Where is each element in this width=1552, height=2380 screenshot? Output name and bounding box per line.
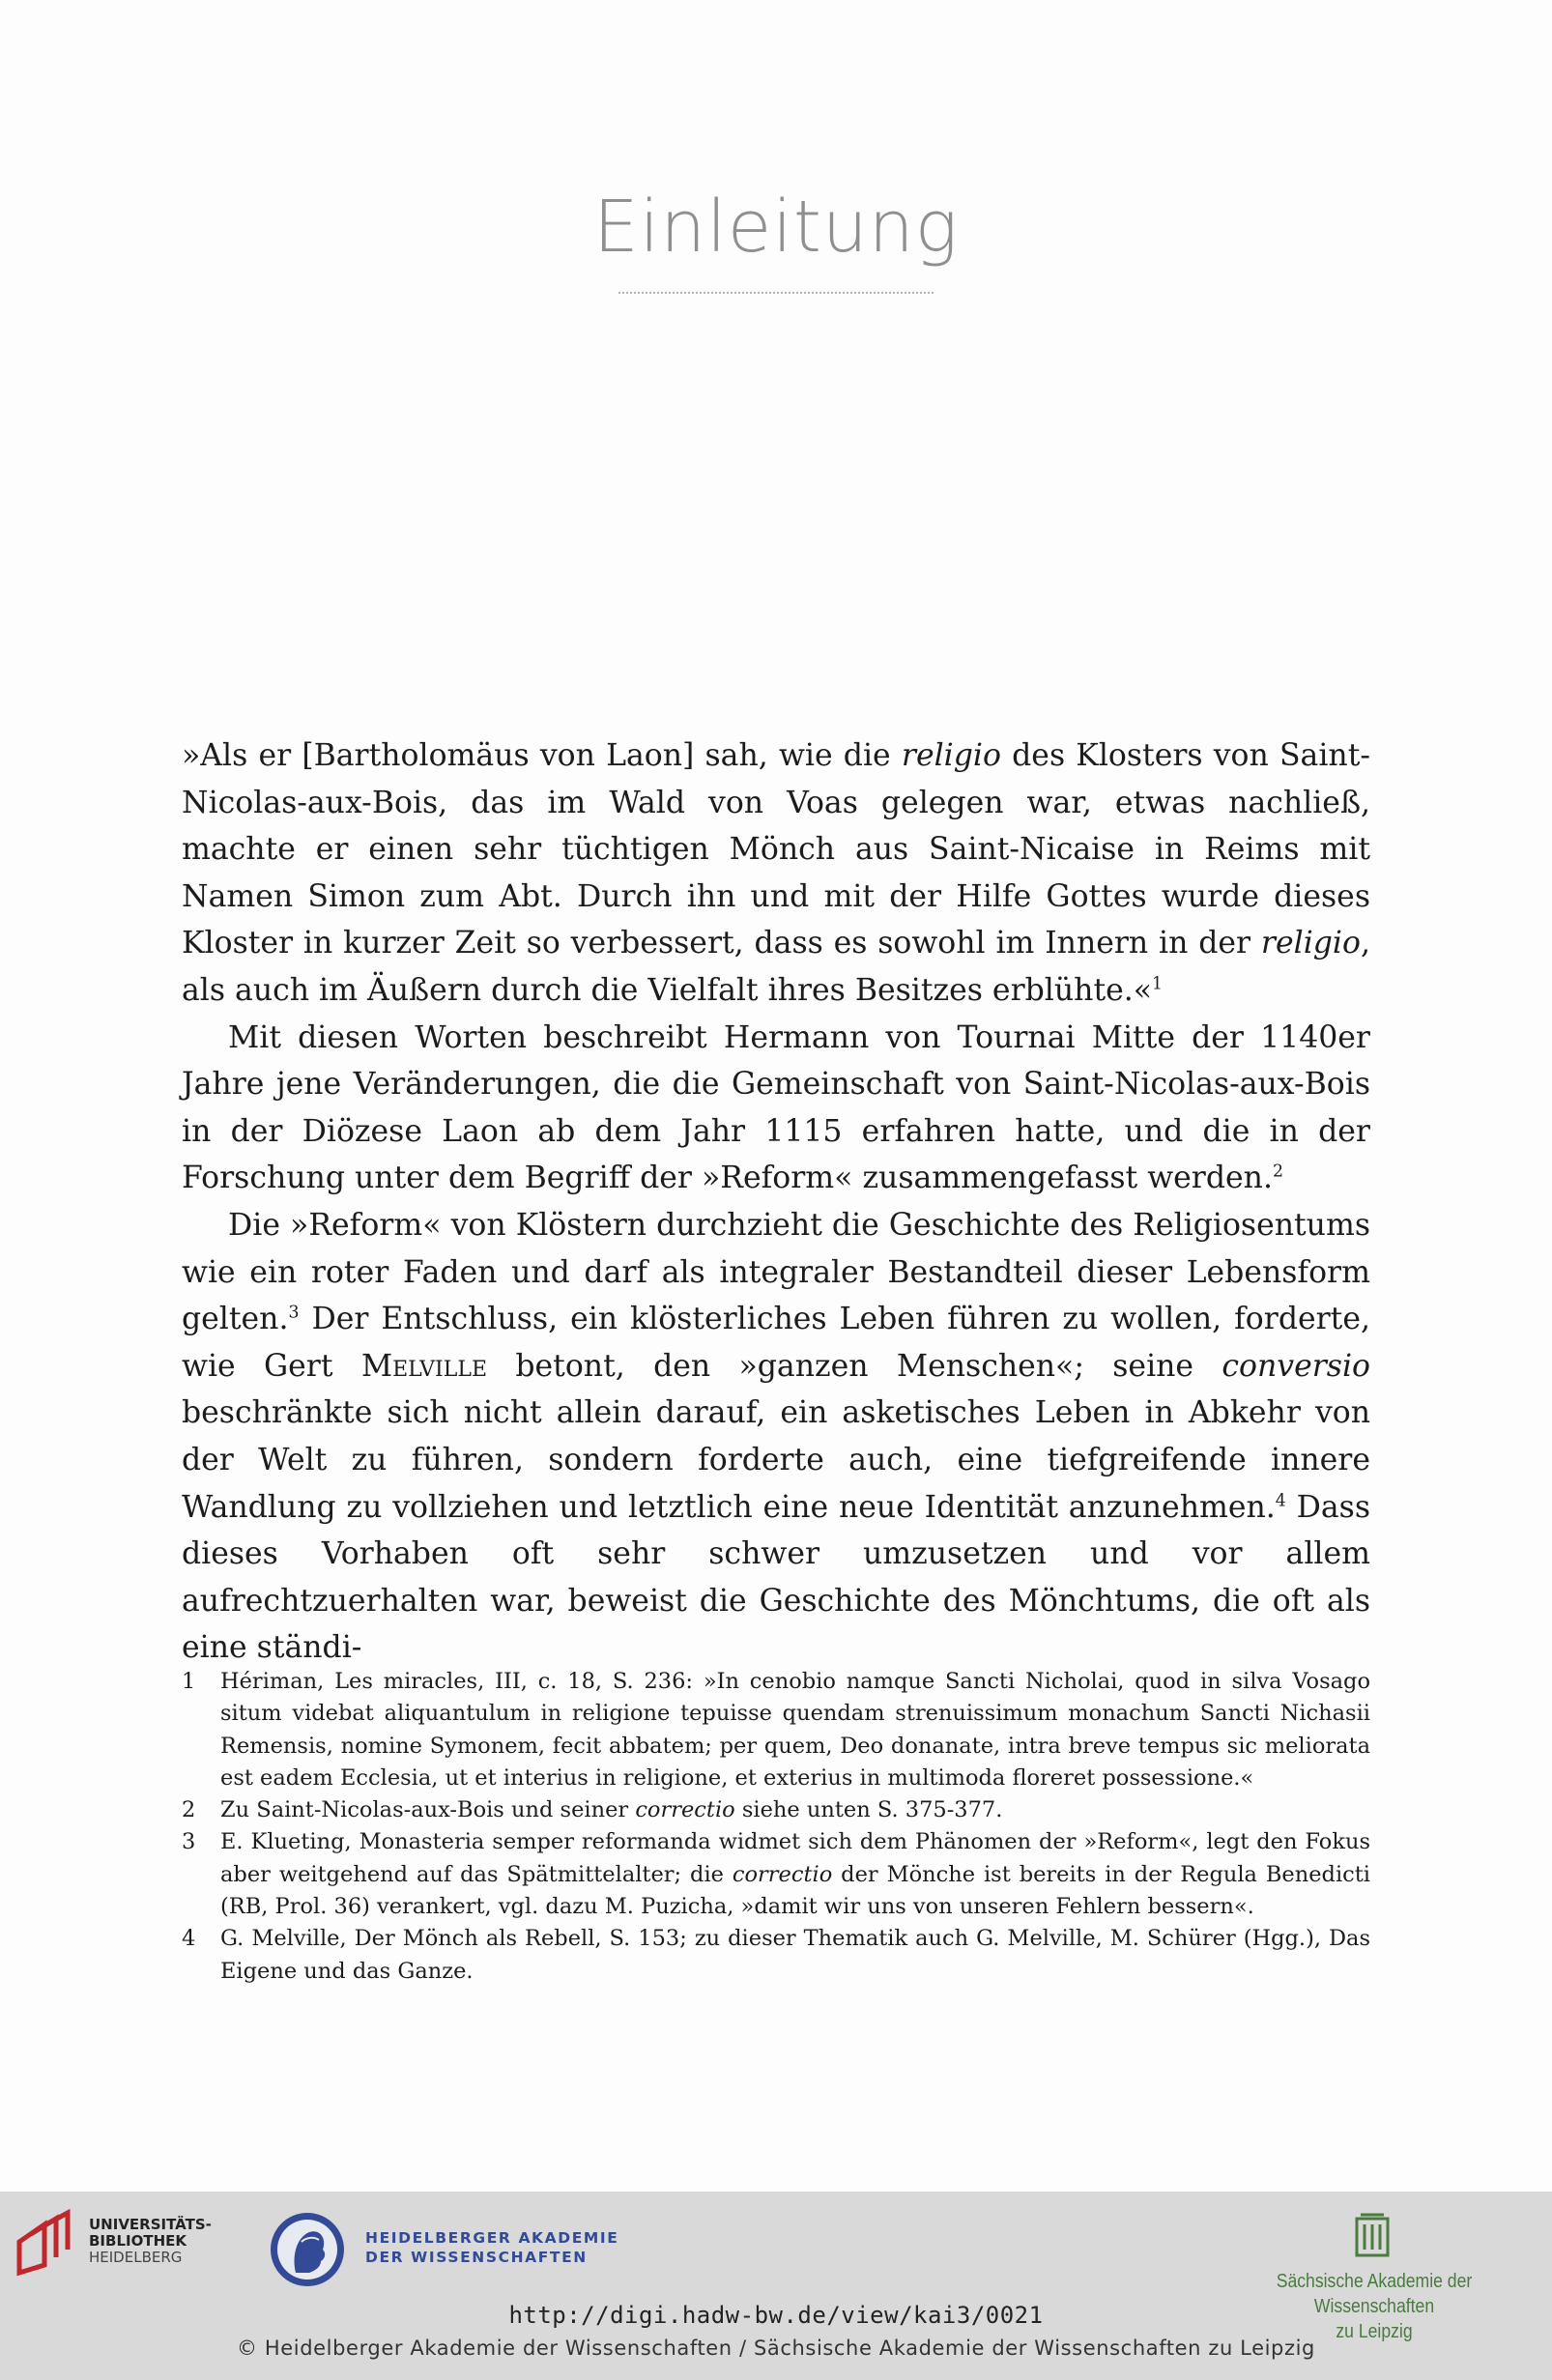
- saw-line: zu Leipzig: [1336, 2321, 1413, 2342]
- saw-line: Sächsische Akademie der Wissenschaften: [1276, 2271, 1473, 2317]
- title-divider: [618, 292, 934, 294]
- text-run: E. Klueting, Monasteria semper reformanda widmet sich dem Phänomen der »Reform«, legt den Fokus aber weitgehend auf das Spätmittelalter; die: [220, 1829, 1370, 1887]
- university-library-label: [89, 2217, 212, 2266]
- italic-term: correctio: [635, 1797, 735, 1823]
- chapter-title: Einleitung: [592, 186, 960, 269]
- footnote-number: 2: [182, 1797, 196, 1823]
- ub-line: BIBLIOTHEK: [89, 2232, 187, 2250]
- academy-seal-icon[interactable]: [267, 2209, 348, 2290]
- ub-line: UNIVERSITÄTS-: [89, 2216, 212, 2233]
- footnote-number: 4: [182, 1926, 196, 1952]
- footnote-text: [220, 1794, 1370, 1826]
- footnote: [182, 1794, 1370, 1826]
- hadw-line: DER WISSENSCHAFTEN: [365, 2249, 588, 2266]
- main-text: [182, 732, 1370, 1672]
- footnote-ref[interactable]: 1: [1152, 974, 1164, 994]
- saxon-academy-logo-icon[interactable]: [1353, 2211, 1392, 2259]
- text-run: des Klosters von Saint-Nicolas-aux-Bois, das im Wald von Voas gelegen war, etwas nachließ, machte er einen sehr tüchtigen Mönch aus Saint-Nicaise in Reims mit Namen Simon zum Abt. Durch ihn und mit der Hilfe Gottes wurde dieses Kloster in kurzer Zeit so verbessert, dass es sowohl im Innern in der: [182, 738, 1371, 961]
- copyright-notice: © Heidelberger Akademie der Wissenschaften / Sächsische Akademie der Wissenschaften zu Leipzig: [237, 2337, 1315, 2360]
- text-run: »Als er [Bartholomäus von Laon] sah, wie die: [182, 738, 902, 773]
- paragraph: [182, 1202, 1370, 1672]
- permalink-url[interactable]: http://digi.hadw-bw.de/view/kai3/0021: [508, 2302, 1044, 2329]
- italic-term: conversio: [1221, 1348, 1370, 1384]
- italic-term: religio: [901, 738, 1001, 773]
- footnote-number: 1: [182, 1669, 196, 1694]
- text-run: Zu Saint-Nicolas-aux-Bois und seiner: [220, 1797, 636, 1823]
- text-run: Die »Reform« von Klöstern durchzieht die Geschichte des Religiosentums wie ein roter Faden und darf als integraler Bestandteil dieser Lebensform gelten.: [182, 1207, 1370, 1337]
- university-library-logo-icon[interactable]: [14, 2209, 77, 2277]
- text-run: der Mönche ist bereits in der Regula Benedicti (RB, Prol. 36) verankert, vgl. dazu M. Puzicha, »damit wir uns von unseren Fehlern bessern«.: [220, 1861, 1370, 1920]
- text-run: siehe unten S. 375-377.: [734, 1797, 1003, 1823]
- hadw-line: HEIDELBERGER AKADEMIE: [365, 2229, 619, 2247]
- italic-term: religio: [1260, 926, 1361, 961]
- paragraph-quote: [182, 732, 1370, 1015]
- academy-label: [365, 2228, 618, 2267]
- text-run: Hériman, Les miracles, III, c. 18, S. 236: »In cenobio namque Sancti Nicholai, quod in silva Vosago situm videbat aliquantulum in religione tepuisse quendam strenuissimum monachum Sancti Nichasii Remensis, nomine Symonem, fecit abbatem; per quem, Deo donanate, intra breve tempus sic meliorata est eadem Ecclesia, ut et interius in religione, et exterius in multimoda floreret possessione.«: [220, 1669, 1370, 1791]
- footnote-text: [220, 1923, 1370, 1988]
- footnote-number: 3: [182, 1829, 196, 1855]
- footnote-ref[interactable]: 4: [1275, 1491, 1286, 1510]
- text-run: G. Melville, Der Mönch als Rebell, S. 153; zu dieser Thematik auch G. Melville, M. Schürer (Hgg.), Das Eigene und das Ganze.: [220, 1926, 1370, 1984]
- text-run: Dass dieses Vorhaben oft sehr schwer umzusetzen und vor allem aufrechtzuerhalten war, beweist die Geschichte des Mönchtums, die oft als eine ständi-: [182, 1489, 1370, 1666]
- footnote-ref[interactable]: 3: [288, 1303, 300, 1323]
- text-run: Der Entschluss, ein klösterliches Leben führen zu wollen, forderte, wie Gert: [182, 1302, 1370, 1384]
- footnote: [182, 1666, 1370, 1794]
- paragraph: [182, 1015, 1370, 1202]
- digitization-footer: [0, 2192, 1552, 2380]
- text-run: Mit diesen Worten beschreibt Hermann von Tournai Mitte der 1140er Jahre jene Veränderungen, die die Gemeinschaft von Saint-Nicolas-aux-Bois in der Diözese Laon ab dem Jahr 1115 erfahren hatte, und die in der Forschung unter dem Begriff der »Reform« zusammengefasst werden.: [182, 1019, 1370, 1196]
- footnote: [182, 1923, 1370, 1988]
- text-run: beschränkte sich nicht allein darauf, ein asketisches Leben in Abkehr von der Welt zu führen, sondern forderte auch, eine tiefgreifende innere Wandlung zu vollziehen und letztlich eine neue Identität anzunehmen.: [182, 1395, 1370, 1525]
- footnote-text: [220, 1826, 1370, 1923]
- footnote-ref[interactable]: 2: [1272, 1161, 1283, 1182]
- footnotes: [182, 1666, 1370, 1988]
- text-run: betont, den »ganzen Menschen«; seine: [487, 1348, 1222, 1384]
- small-caps-name: Melville: [360, 1348, 488, 1384]
- ub-line: HEIDELBERG: [89, 2249, 183, 2266]
- footnote-text: [220, 1666, 1370, 1794]
- text-run: , als auch im Äußern durch die Vielfalt ihres Besitzes erblühte.«: [182, 926, 1370, 1008]
- footnote: [182, 1826, 1370, 1923]
- italic-term: correctio: [732, 1861, 833, 1887]
